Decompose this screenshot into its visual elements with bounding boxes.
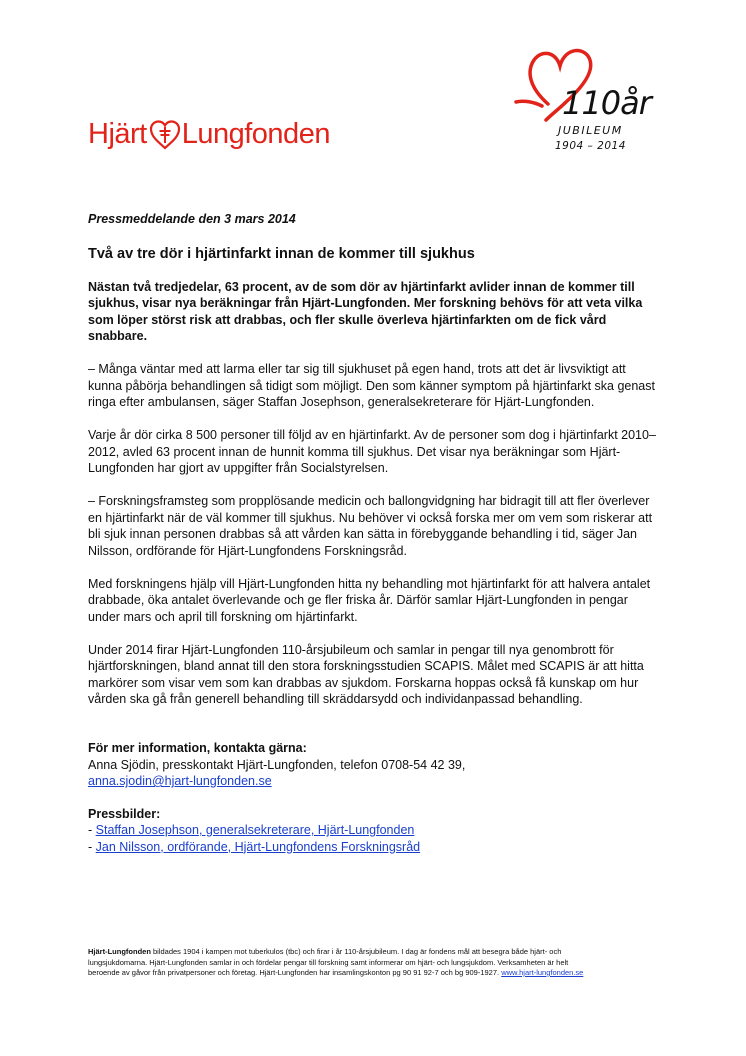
- press-image-item: - Jan Nilsson, ordförande, Hjärt-Lungfondens Forskningsråd: [88, 839, 421, 854]
- press-release-body: [88, 211, 658, 855]
- jubilee-word: JUBILEUM: [558, 124, 623, 137]
- jubilee-logo: [508, 44, 668, 162]
- brand-logo: [88, 118, 330, 151]
- press-images-section: [88, 806, 658, 856]
- body-paragraph: – Forskningsframsteg som propplösande medicin och ballongvidgning har bidragit till att fler överlever en hjärtinfarkt när de väl kommer till sjukhus. Nu behöver vi också forska mer om vem som riskerar att bli sjuk innan personen drabbas så att vården kan sätta in förebyggande behandling i tid, säger Jan Nilsson, ordförande för Hjärt-Lungfondens Forskningsråd.: [88, 494, 653, 558]
- press-image-link-josephson[interactable]: Staffan Josephson, generalsekreterare, Hjärt-Lungfonden: [95, 823, 415, 837]
- date-line: Pressmeddelande den 3 mars 2014: [88, 212, 296, 226]
- headline: Två av tre dör i hjärtinfarkt innan de kommer till sjukhus: [88, 245, 475, 262]
- body-paragraph: Under 2014 firar Hjärt-Lungfonden 110-årsjubileum och samlar in pengar till nya genombrott för hjärtforskningen, bland annat till den stora forskningsstudien SCAPIS. Målet med SCAPIS är att hitta markörer som visar vem som kan drabbas av sjukdom. Forskarna hoppas också få kunskap om hur vården ska gå från generell behandling till skräddarsydd och individanpassad behandling.: [88, 642, 644, 706]
- contact-section: [88, 740, 658, 790]
- contact-heading: För mer information, kontakta gärna:: [88, 741, 307, 755]
- press-images-heading: Pressbilder:: [88, 806, 161, 821]
- footer-website-link[interactable]: www.hjart-lungfonden.se: [501, 968, 584, 977]
- press-image-item: - Staffan Josephson, generalsekreterare, Hjärt-Lungfonden: [88, 823, 415, 837]
- contact-line: Anna Sjödin, presskontakt Hjärt-Lungfonden, telefon 0708-54 42 39,: [88, 757, 466, 772]
- contact-email-link[interactable]: anna.sjodin@hjart-lungfonden.se: [88, 774, 272, 788]
- logo-text-lungfonden: Lungfonden: [181, 118, 330, 150]
- heart-cross-icon: [149, 119, 181, 151]
- body-paragraph: Varje år dör cirka 8 500 personer till följd av en hjärtinfarkt. Av de personer som dog i hjärtinfarkt 2010–2012, avled 63 procent innan de hunnit komma till sjukhus. Det visar nya beräkningar som Hjärt-Lungfonden har gjort av uppgifter från Socialstyrelsen.: [88, 428, 656, 475]
- footer-org-name: Hjärt-Lungfonden: [88, 947, 151, 956]
- lead-paragraph: Nästan två tredjedelar, 63 procent, av de som dör av hjärtinfarkt avlider innan de kommer till sjukhus, visar nya beräkningar från Hjärt-Lungfonden. Mer forskning behövs för att veta vilka som löper störst risk att drabbas, och fler skulle överleva hjärtinfarkten om de fick vård snabbare.: [88, 279, 643, 343]
- logo-text-hjart: Hjärt: [88, 118, 147, 150]
- press-image-link-nilsson[interactable]: Jan Nilsson, ordförande, Hjärt-Lungfondens Forskningsråd: [95, 839, 421, 854]
- body-paragraph: Med forskningens hjälp vill Hjärt-Lungfonden hitta ny behandling mot hjärtinfarkt för att halvera antalet drabbade, öka antalet överlevande och ge fler friska år. Därför samlar Hjärt-Lungfonden in pengar under mars och april till forskning om hjärtinfarkt.: [88, 576, 651, 624]
- body-paragraph: – Många väntar med att larma eller tar sig till sjukhuset på egen hand, trots att det är livsviktigt att kunna påbörja behandlingen så tidigt som möjligt. Den som känner symptom på hjärtinfarkt ska genast ringa efter ambulansen, säger Staffan Josephson, generalsekreterare för Hjärt-Lungfonden.: [88, 362, 655, 409]
- footer-description: bildades 1904 i kampen mot tuberkulos (tbc) och firar i år 110-årsjubileum. I dag är fondens mål att besegra både hjärt- och lungsjukdomarna. Hjärt-Lungfonden samlar in och fördelar pengar till forskning samt informerar om hjärt- och lungsjukdom. Verksamheten är helt beroende av gåvor från privatpersoner och företag. Hjärt-Lungfonden har insamlingskonton pg 90 91 92-7 och bg 909-1927.: [88, 947, 569, 977]
- jubilee-number: 110år: [562, 84, 651, 122]
- footer-text: [88, 947, 588, 979]
- jubilee-years: 1904 – 2014: [555, 140, 626, 152]
